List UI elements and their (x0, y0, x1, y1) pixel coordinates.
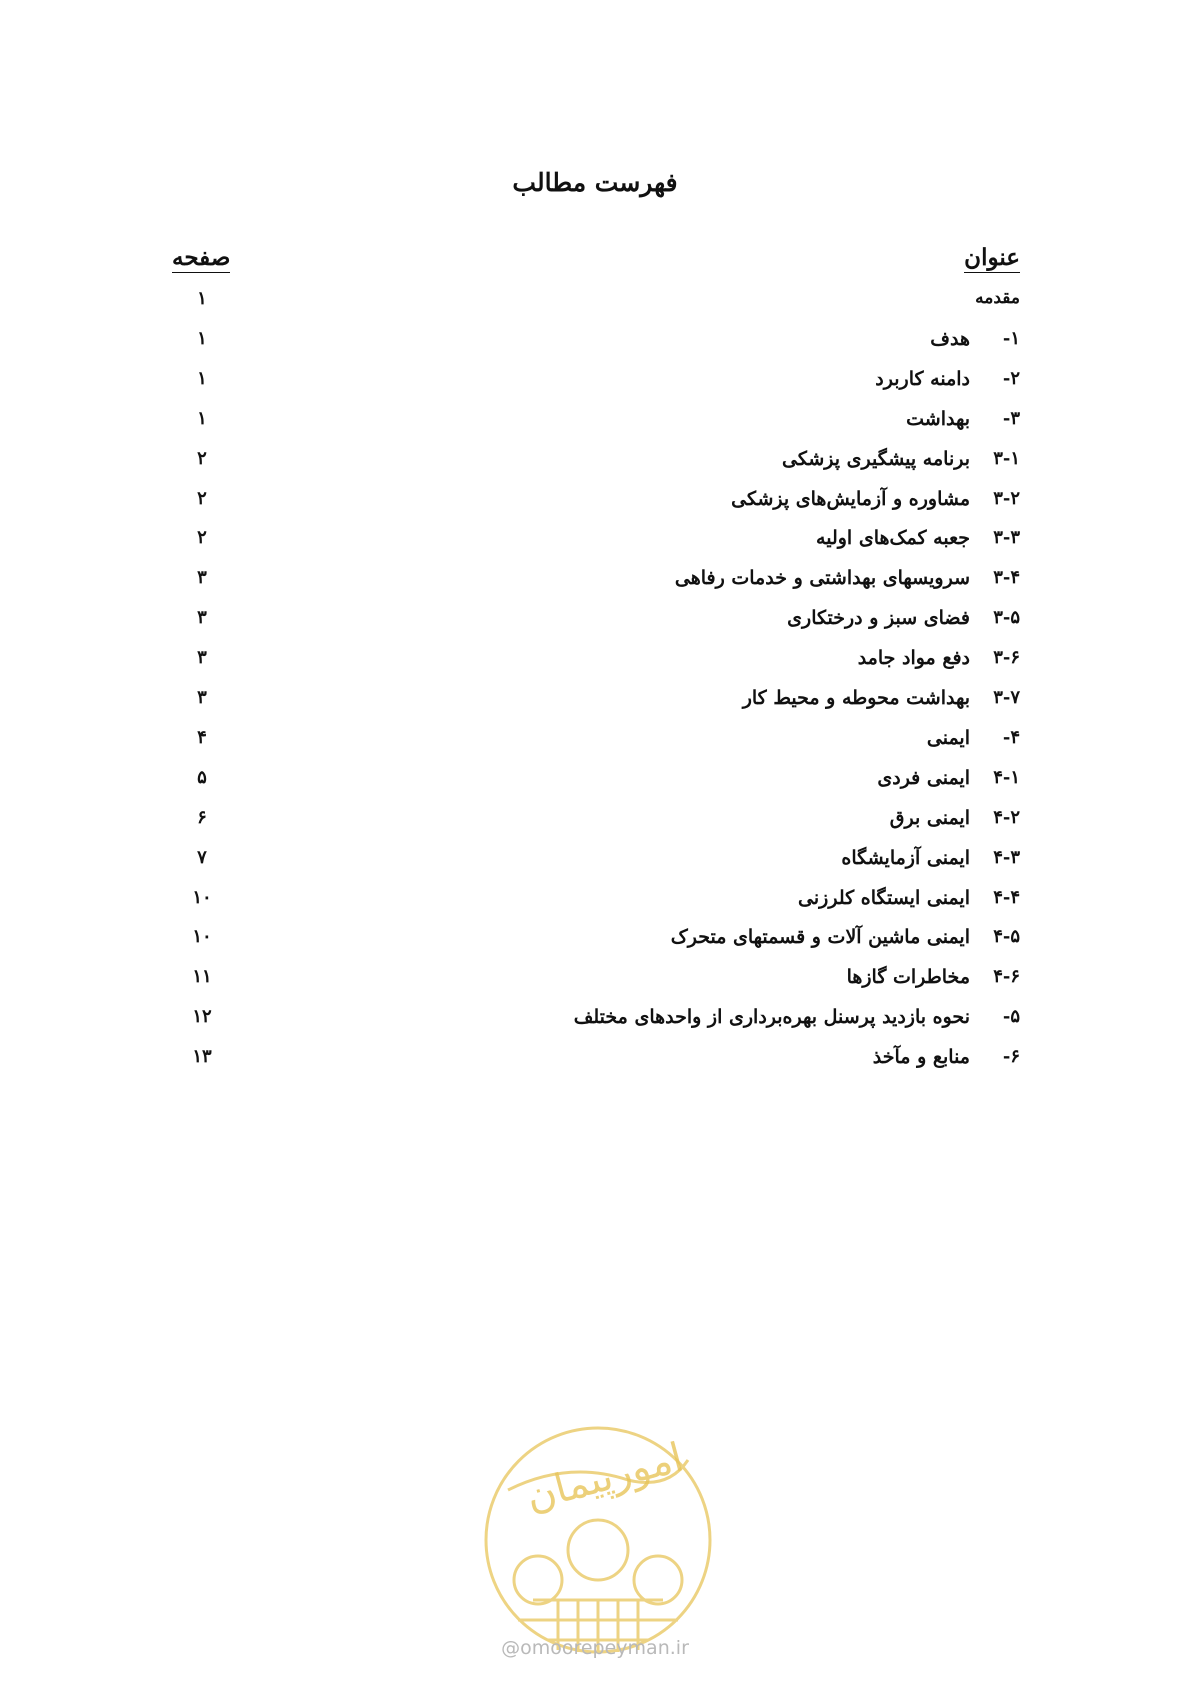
toc-entry-label: دامنه کاربرد (875, 367, 970, 390)
toc-entry[interactable] (0, 767, 1190, 801)
toc-entry-label: هدف (930, 327, 970, 350)
toc-entry[interactable] (0, 807, 1190, 841)
toc-entry[interactable] (0, 567, 1190, 601)
toc-entry-number: ۳-۱ (993, 447, 1020, 469)
toc-entry-label: ایمنی برق (889, 806, 970, 829)
toc-entry-label: فضای سبز و درختکاری (787, 607, 970, 630)
toc-entry-page: ۱ (197, 367, 207, 389)
toc-entry[interactable] (0, 847, 1190, 881)
toc-entry-number: ۳-۵ (993, 607, 1020, 629)
toc-entry-label: منابع و مآخذ (872, 1046, 970, 1069)
toc-entry-page: ۱۳ (192, 1046, 212, 1068)
watermark-url: @omoorepeyman.ir (501, 1637, 689, 1659)
toc-entry-number: ۴-۵ (993, 926, 1020, 948)
toc-entry[interactable] (0, 887, 1190, 921)
toc-entry[interactable] (0, 448, 1190, 482)
toc-entry-label: ایمنی ایستگاه کلرزنی (798, 886, 970, 909)
toc-entry-number: ۴-۴ (993, 886, 1020, 908)
toc-entry-number: ۴-۱ (993, 766, 1020, 788)
toc-entry-page: ۳ (197, 567, 207, 589)
toc-entry-label: ایمنی آزمایشگاه (841, 846, 970, 869)
toc-entry[interactable] (0, 727, 1190, 761)
toc-entry-label: نحوه بازدید پرسنل بهره‌برداری از واحدهای مختلف (573, 1006, 970, 1029)
toc-entry[interactable] (0, 368, 1190, 402)
toc-entry[interactable] (0, 408, 1190, 442)
toc-entry-page: ۱ (197, 407, 207, 429)
toc-entry-label: مقدمه (975, 288, 1020, 308)
toc-entry-number: ۴-۳ (993, 846, 1020, 868)
toc-entry-page: ۲ (197, 487, 207, 509)
toc-entry-number: ۳-۶ (993, 647, 1020, 669)
toc-entry[interactable] (0, 687, 1190, 721)
toc-entry-page: ۳ (197, 647, 207, 669)
toc-entry-page: ۱ (197, 327, 207, 349)
toc-entry-page: ۱ (197, 288, 207, 309)
title-column-header: عنوان (964, 244, 1020, 271)
toc-entry-label: جعبه کمک‌های اولیه (816, 527, 970, 550)
toc-entry-label: مشاوره و آزمایش‌های پزشکی (731, 487, 970, 510)
toc-entry-number: ۳-۴ (993, 567, 1020, 589)
toc-entry[interactable] (0, 328, 1190, 362)
toc-entry[interactable] (0, 1046, 1190, 1080)
toc-entry-page: ۲ (197, 447, 207, 469)
toc-entry-label: بهداشت (906, 407, 970, 430)
toc-entry[interactable] (0, 647, 1190, 681)
toc-entry-page: ۶ (197, 806, 207, 828)
toc-entry-number: ۱- (1002, 327, 1020, 349)
toc-entry-number: ۳-۳ (993, 527, 1020, 549)
toc-entry-number: ۴-۲ (993, 806, 1020, 828)
toc-entry-number: ۶- (1002, 1046, 1020, 1068)
toc-entry-label: دفع مواد جامد (857, 647, 970, 670)
toc-entry-number: ۵- (1002, 1006, 1020, 1028)
toc-entry-number: ۲- (1002, 367, 1020, 389)
toc-entry-label: ایمنی فردی (877, 766, 970, 789)
toc-entry[interactable] (0, 966, 1190, 1000)
toc-entry-page: ۲ (197, 527, 207, 549)
toc-entry-page: ۱۲ (192, 1006, 212, 1028)
page-title: فهرست مطالب (512, 168, 678, 197)
toc-entry-page: ۱۱ (192, 966, 212, 988)
toc-entry[interactable] (0, 488, 1190, 522)
toc-entry[interactable] (0, 527, 1190, 561)
toc-entry-label: مخاطرات گازها (846, 966, 970, 989)
toc-entry-label: ایمنی ماشین آلات و قسمتهای متحرک (670, 926, 970, 949)
toc-entry[interactable] (0, 607, 1190, 641)
toc-entry-label: بهداشت محوطه و محیط کار (742, 687, 970, 709)
toc-entry-number: ۴- (1002, 726, 1020, 748)
toc-entry-number: ۳-۷ (993, 687, 1020, 708)
toc-entry-label: برنامه پیشگیری پزشکی (781, 447, 970, 470)
toc-entry[interactable] (0, 926, 1190, 960)
toc-entry[interactable] (0, 288, 1190, 322)
toc-entry-page: ۵ (197, 766, 207, 788)
toc-entry-page: ۳ (197, 687, 207, 708)
toc-entry-label: ایمنی (926, 726, 970, 749)
toc-entry-number: ۳-۲ (993, 487, 1020, 509)
toc-entry-number: ۳- (1002, 407, 1020, 429)
toc-entry-page: ۱۰ (192, 886, 212, 908)
page-column-header: صفحه (172, 244, 231, 271)
watermark-logo (478, 1420, 718, 1660)
watermark-logo-text: امورپیمان (521, 1434, 689, 1521)
toc-entry[interactable] (0, 1006, 1190, 1040)
toc-entry-page: ۴ (197, 726, 207, 748)
toc-entry-number: ۴-۶ (993, 966, 1020, 988)
toc-entry-page: ۱۰ (192, 926, 212, 948)
toc-entry-page: ۷ (197, 846, 207, 868)
toc-entry-label: سرویسهای بهداشتی و خدمات رفاهی (674, 567, 970, 590)
toc-entry-page: ۳ (197, 607, 207, 629)
